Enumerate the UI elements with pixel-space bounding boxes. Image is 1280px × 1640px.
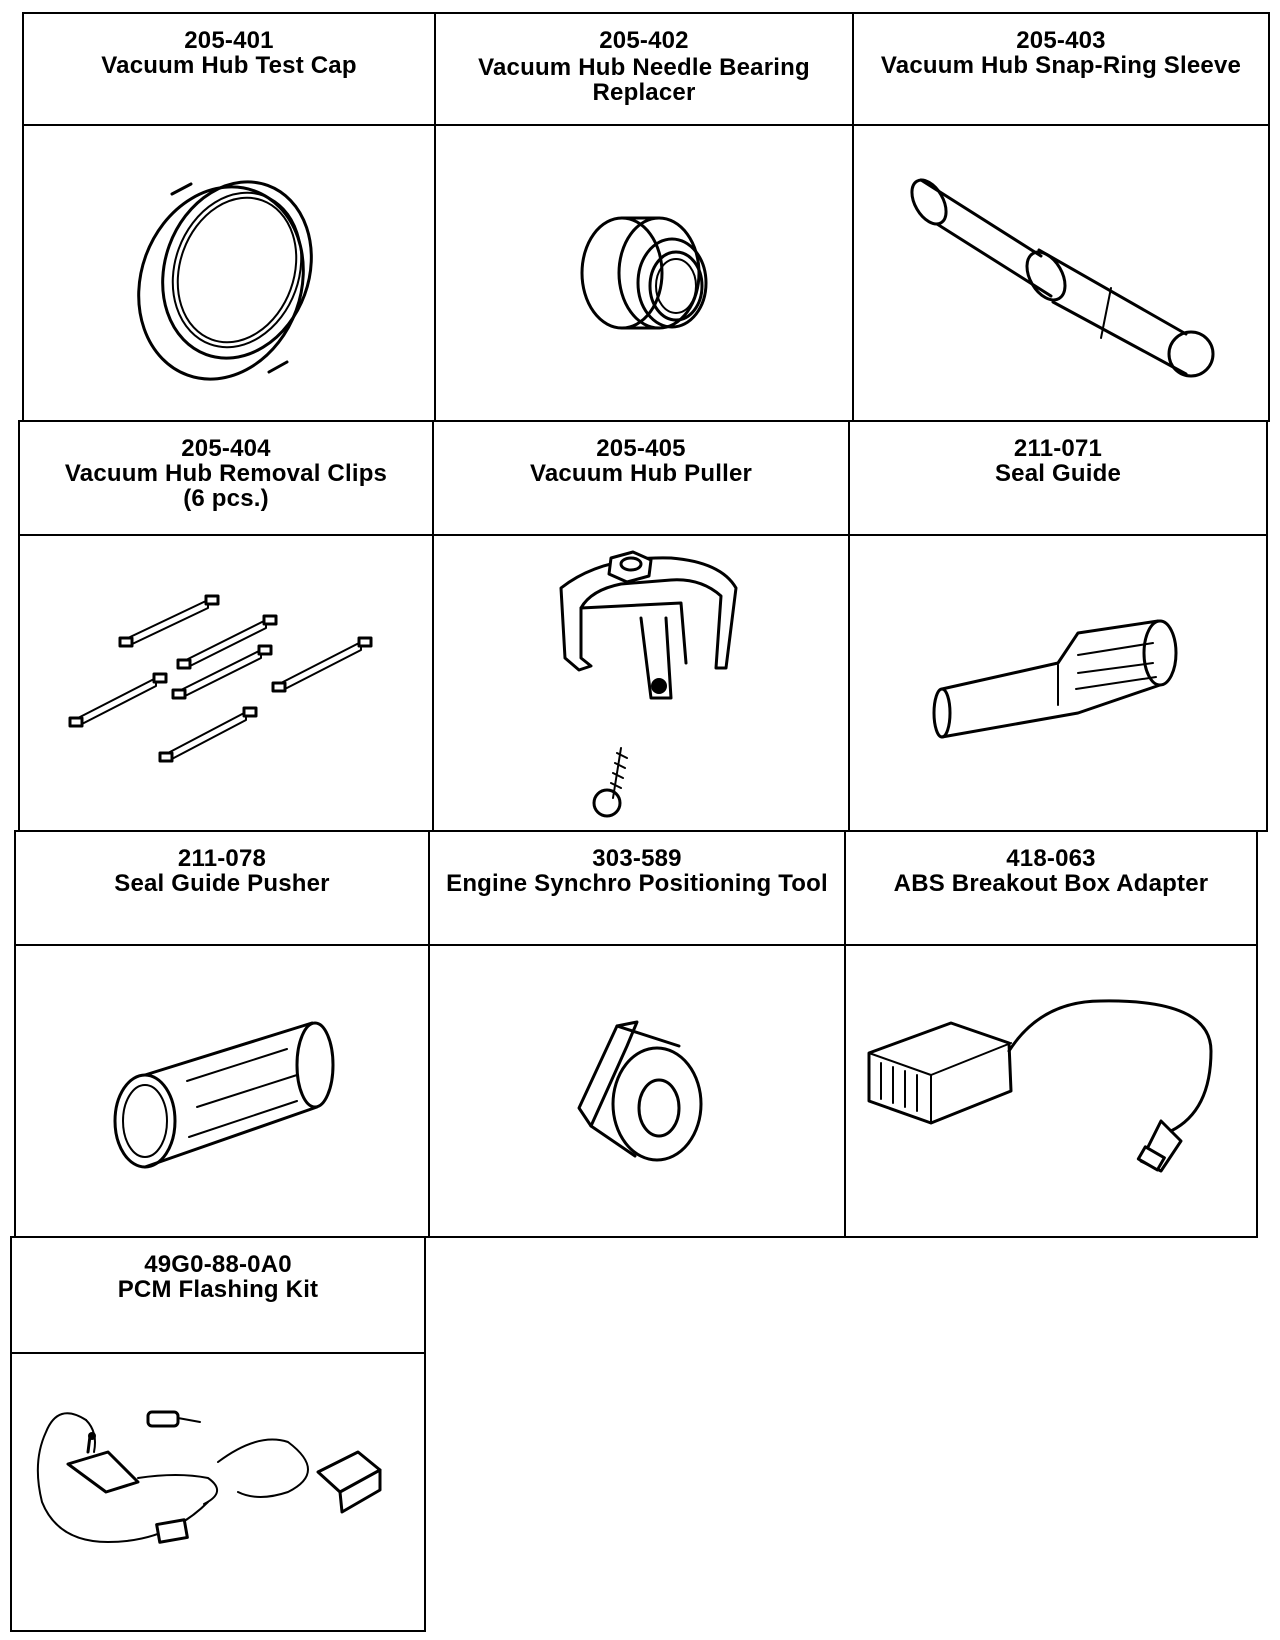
tool-image-205-405 xyxy=(432,534,850,832)
tool-image-205-402 xyxy=(434,124,854,422)
tool-name: Engine Synchro Positioning Tool xyxy=(446,870,828,897)
tool-number: 205-403 xyxy=(1016,27,1106,54)
seal-guide-pusher-illustration xyxy=(97,1011,347,1171)
clip xyxy=(273,638,371,691)
test-cap-ring-illustration xyxy=(129,158,329,388)
tool-number: 303-589 xyxy=(592,845,682,872)
tool-image-205-401 xyxy=(22,124,436,422)
tool-header-205-402 xyxy=(434,12,854,126)
clip xyxy=(120,596,218,646)
removal-clips-illustration xyxy=(56,588,396,778)
bearing-replacer-illustration xyxy=(564,198,724,348)
tool-name: PCM Flashing Kit xyxy=(117,1276,319,1303)
tool-number: 211-078 xyxy=(177,845,267,872)
tool-image-211-071 xyxy=(848,534,1268,832)
tool-image-303-589 xyxy=(428,944,846,1238)
tool-image-49g0-88-0a0 xyxy=(10,1352,426,1632)
tool-image-418-063 xyxy=(844,944,1258,1238)
tool-header-418-063 xyxy=(844,830,1258,946)
tool-name: Seal Guide xyxy=(994,460,1122,487)
tool-header-205-404 xyxy=(18,420,434,536)
snap-ring-sleeve-illustration xyxy=(901,158,1221,388)
tool-name: Vacuum Hub Needle Bearing Replacer xyxy=(478,54,810,106)
tool-header-211-071 xyxy=(848,420,1268,536)
synchro-positioning-tool-illustration xyxy=(567,1016,707,1166)
clip xyxy=(70,674,166,726)
tool-number: 49G0-88-0A0 xyxy=(144,1251,292,1278)
tool-number: 211-071 xyxy=(1013,435,1103,462)
clip xyxy=(173,646,271,698)
tool-name: Vacuum Hub Test Cap xyxy=(101,52,357,79)
tool-header-205-403 xyxy=(852,12,1270,126)
tool-header-211-078 xyxy=(14,830,430,946)
tool-number: 205-401 xyxy=(184,27,274,54)
tool-number: 205-405 xyxy=(596,435,686,462)
tool-name: ABS Breakout Box Adapter xyxy=(893,870,1209,897)
clip xyxy=(160,708,256,761)
clip xyxy=(178,616,276,668)
tool-name-quantity: (6 pcs.) xyxy=(183,485,269,512)
tool-number: 418-063 xyxy=(1006,845,1096,872)
tool-number: 205-402 xyxy=(599,27,689,54)
hub-puller-illustration xyxy=(521,548,761,818)
tool-image-211-078 xyxy=(14,944,430,1238)
tool-name: Vacuum Hub Puller xyxy=(529,460,753,487)
pcm-flashing-kit-illustration xyxy=(28,1392,408,1592)
tool-name: Vacuum Hub Snap-Ring Sleeve xyxy=(880,52,1242,79)
breakout-box-adapter-illustration xyxy=(861,991,1241,1191)
tool-name: Seal Guide Pusher xyxy=(114,870,330,897)
tool-image-205-403 xyxy=(852,124,1270,422)
tool-header-303-589 xyxy=(428,830,846,946)
tool-number: 205-404 xyxy=(181,435,271,462)
seal-guide-illustration xyxy=(928,613,1188,753)
tool-image-205-404 xyxy=(18,534,434,832)
tool-header-205-401 xyxy=(22,12,436,126)
tool-header-49g0-88-0a0 xyxy=(10,1236,426,1354)
tool-header-205-405 xyxy=(432,420,850,536)
tool-name: Vacuum Hub Removal Clips xyxy=(64,460,388,487)
